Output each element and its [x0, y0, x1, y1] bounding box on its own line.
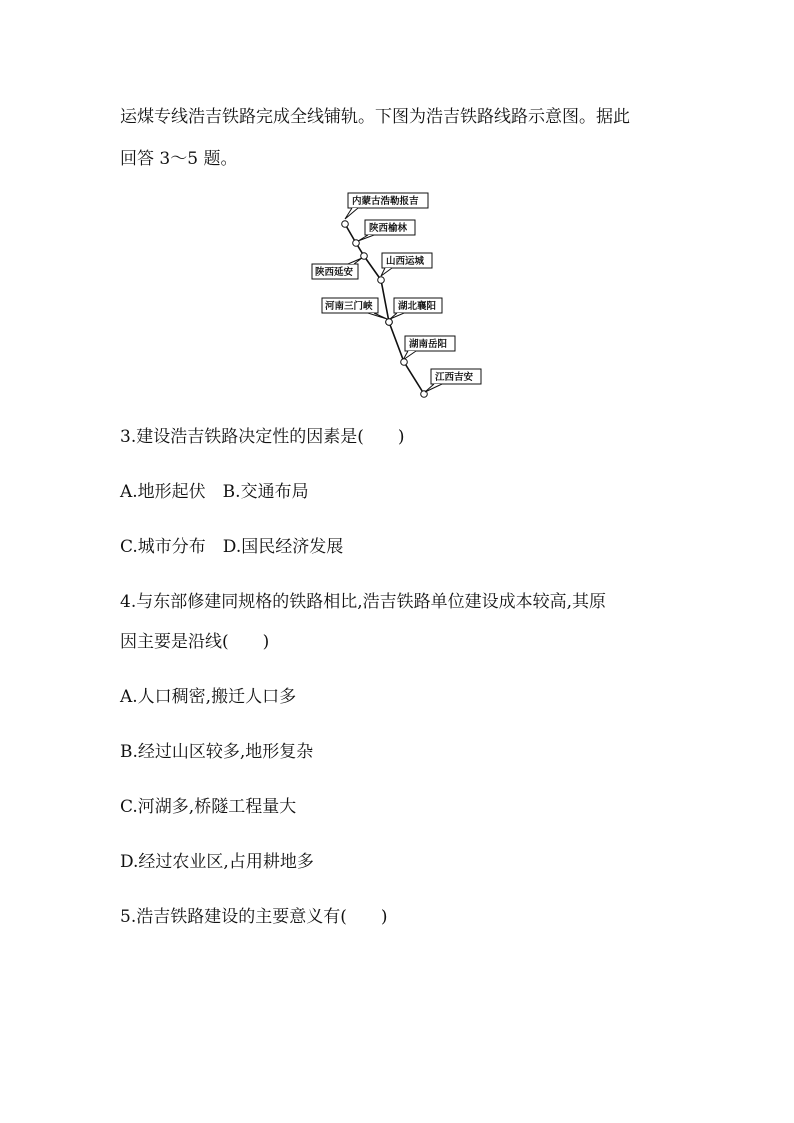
- station-node-yueyang: [401, 359, 408, 366]
- callout-yanan: [312, 258, 362, 279]
- station-label-sanmenxia: 河南三门峡: [325, 301, 373, 312]
- station-label-yanan: 陕西延安: [315, 267, 354, 278]
- callout-xiangyang: [390, 298, 442, 319]
- callout-jian: [425, 369, 481, 392]
- question-5-stem: 5.浩吉铁路建设的主要意义有( ): [120, 907, 388, 927]
- question-4-stem-line-1: 4.与东部修建同规格的铁路相比,浩吉铁路单位建设成本较高,其原: [120, 592, 607, 612]
- question-4-option-c: C.河湖多,桥隧工程量大: [120, 797, 297, 817]
- question-3-options-cd: C.城市分布 D.国民经济发展: [120, 537, 344, 557]
- station-label-xiangyang: 湖北襄阳: [398, 301, 437, 312]
- question-4-option-d: D.经过农业区,占用耕地多: [120, 852, 314, 872]
- question-3-stem: 3.建设浩吉铁路决定性的因素是( ): [120, 427, 405, 447]
- railway-route-map: [308, 188, 488, 403]
- callout-yulin: [358, 220, 415, 241]
- callout-yueyang: [403, 336, 455, 360]
- station-label-yueyang: 湖南岳阳: [409, 339, 448, 350]
- question-3-options-ab: A.地形起伏 B.交通布局: [120, 482, 309, 502]
- callout-sanmenxia: [322, 298, 387, 319]
- station-label-yulin: 陕西榆林: [369, 223, 408, 234]
- question-4-stem-line-2: 因主要是沿线( ): [120, 632, 270, 652]
- callout-yuncheng: [381, 253, 432, 276]
- station-node-yuncheng: [378, 277, 385, 284]
- intro-text-line-1: 运煤专线浩吉铁路完成全线铺轨。下图为浩吉铁路线路示意图。据此: [120, 107, 630, 127]
- station-label-jian: 江西吉安: [435, 372, 474, 383]
- intro-text-line-2: 回答 3～5 题。: [120, 149, 238, 169]
- station-node-haolebaoji: [342, 221, 349, 228]
- station-label-yuncheng: 山西运城: [386, 256, 425, 267]
- question-4-option-a: A.人口稠密,搬迁人口多: [120, 687, 297, 707]
- station-label-haolebaoji: 内蒙古浩勒报吉: [352, 196, 419, 207]
- question-4-option-b: B.经过山区较多,地形复杂: [120, 742, 314, 762]
- callout-haolebaoji: [345, 193, 428, 219]
